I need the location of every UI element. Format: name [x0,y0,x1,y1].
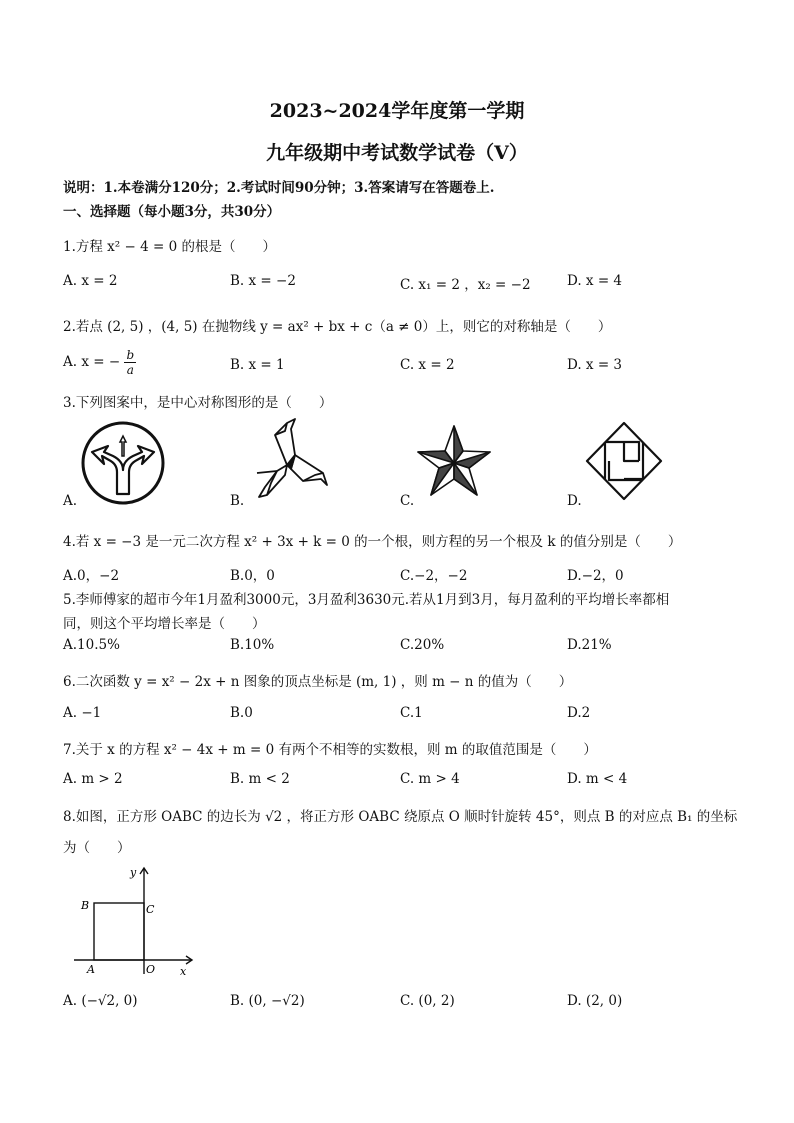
q7-option-c: C. m > 4 [400,771,460,787]
q3-figure-c-star [414,423,494,501]
q5-option-d: D.21% [567,637,612,653]
q8-label-b: B [81,899,90,912]
q8-label-c: C [146,903,155,916]
exam-title-year: 2023~2024学年度第一学期 [269,100,525,122]
q8-label-a: A [87,963,95,976]
q2-option-c: C. x = 2 [400,357,455,373]
q8-option-b: B. (0, −√2) [230,993,305,1009]
q3-figure-d-pinwheel [584,420,664,502]
q2-fraction-denominator: a [126,363,134,377]
q4-option-d: D.−2，0 [567,568,624,584]
q3-option-d: D. [567,493,582,509]
q6-stem: 6.二次函数 y = x² − 2x + n 图象的顶点坐标是 (m, 1) ，则 m − n 的值为（ ） [63,674,573,690]
q8-option-c: C. (0, 2) [400,993,455,1009]
q5-option-c: C.20% [400,637,445,653]
q3-stem: 3.下列图案中，是中心对称图形的是（ ） [63,395,333,411]
q8-square-oabc [94,903,144,960]
q6-option-d: D.2 [567,705,591,721]
q3-option-b: B. [230,493,245,509]
q2-option-a-fraction [124,348,136,377]
q8-stem-line2: 为（ ） [63,840,131,856]
q8-option-d: D. (2, 0) [567,993,623,1009]
q6-option-a: A. −1 [63,705,102,721]
q8-option-a: A. (−√2, 0) [63,993,138,1009]
q3-figure-b-origami [245,415,335,505]
q4-option-c: C.−2，−2 [400,568,468,584]
q7-stem: 7.关于 x 的方程 x² − 4x + m = 0 有两个不相等的实数根，则 m 的取值范围是（ ） [63,742,597,758]
q7-option-a: A. m > 2 [63,771,123,787]
q5-option-b: B.10% [230,637,275,653]
q4-option-b: B.0，0 [230,568,275,584]
q2-option-d: D. x = 3 [567,357,623,373]
exam-title-main: 九年级期中考试数学试卷（V） [266,142,528,164]
q1-stem: 1.方程 x² − 4 = 0 的根是（ ） [63,239,276,255]
q6-option-b: B.0 [230,705,253,721]
q2-option-a [63,348,136,377]
q5-stem-line2: 同，则这个平均增长率是（ ） [63,616,266,632]
q2-option-b: B. x = 1 [230,357,285,373]
q3-option-c: C. [400,493,415,509]
q7-option-b: B. m < 2 [230,771,290,787]
section-heading: 一、选择题（每小题3分，共30分） [63,204,281,220]
exam-notes: 说明：1.本卷满分120分；2.考试时间90分钟；3.答案请写在答题卷上. [63,180,495,196]
q2-fraction-numerator: b [126,348,135,362]
q6-option-c: C.1 [400,705,423,721]
q8-figure-square-axes [72,862,202,980]
q2-option-a-prefix: A. x = − [63,354,121,370]
q1-option-d: D. x = 4 [567,273,623,289]
q8-label-x: x [180,965,187,978]
q4-option-a: A.0，−2 [63,568,120,584]
q1-option-b: B. x = −2 [230,273,296,289]
q5-stem-line1: 5.李师傅家的超市今年1月盈利3000元，3月盈利3630元.若从1月到3月，每月盈利的平均增长率都相 [63,592,670,608]
q8-label-o: O [146,963,156,976]
q7-option-d: D. m < 4 [567,771,628,787]
q8-label-y: y [130,866,137,879]
q5-option-a: A.10.5% [63,637,120,653]
q3-option-a: A. [63,493,78,509]
q1-option-c: C. x₁ = 2 ，x₂ = −2 [400,277,531,293]
q8-stem-line1: 8.如图，正方形 OABC 的边长为 √2 ，将正方形 OABC 绕原点 O 顺时针旋转 45°，则点 B 的对应点 B₁ 的坐标 [63,809,738,825]
q3-figure-a-arrows-circle [80,420,166,506]
q2-stem: 2.若点 (2, 5) ，(4, 5) 在抛物线 y = ax² + bx + c（a ≠ 0）上，则它的对称轴是（ ） [63,319,612,335]
q1-option-a: A. x = 2 [63,273,118,289]
q4-stem: 4.若 x = −3 是一元二次方程 x² + 3x + k = 0 的一个根，则方程的另一个根及 k 的值分别是（ ） [63,534,682,550]
